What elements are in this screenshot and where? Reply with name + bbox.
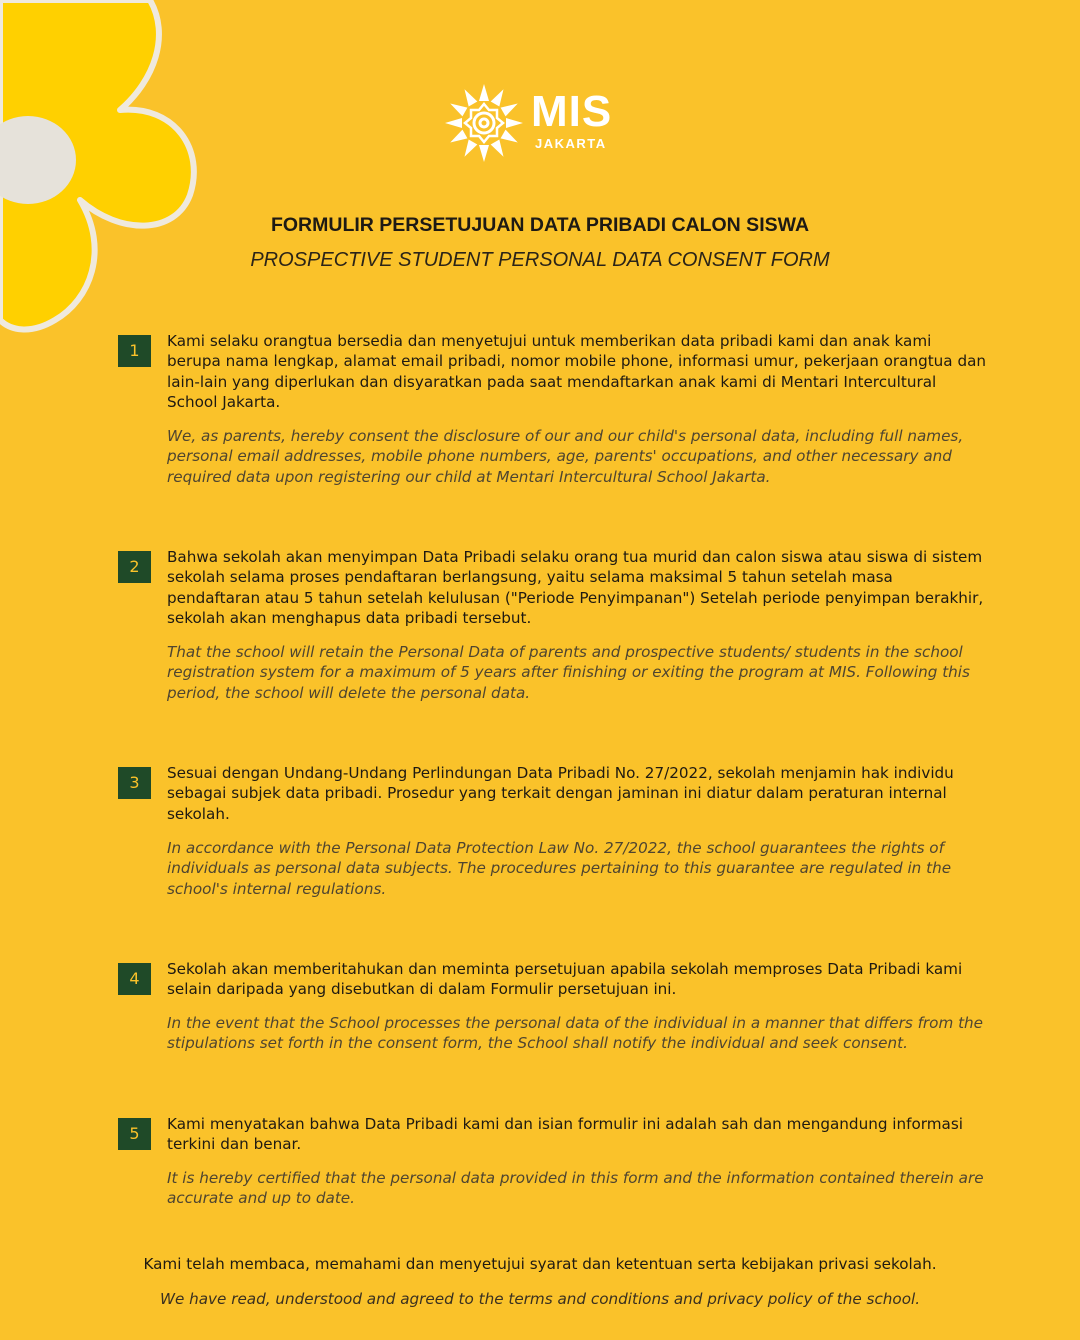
item-number-badge: 3 <box>118 767 151 799</box>
agreement-statement-en: We have read, understood and agreed to the terms and conditions and privacy policy of the school. <box>159 1290 921 1308</box>
item-text-en: We, as parents, hereby consent the disclosure of our and our child's personal data, including full names, personal email addresses, mobile phone numbers, age, parents' occupations, and other necessary and required data upon registering our child at Mentari Intercultural School Jakarta. <box>167 427 964 486</box>
item-number-badge: 1 <box>118 335 151 367</box>
page-subtitle: PROSPECTIVE STUDENT PERSONAL DATA CONSENT FORM <box>250 249 830 271</box>
item-text-id: Kami menyatakan bahwa Data Pribadi kami dan isian formulir ini adalah sah dan mengandung informasi terkini dan benar. <box>167 1115 963 1154</box>
item-number-badge: 4 <box>118 963 151 995</box>
item-text-en: In accordance with the Personal Data Protection Law No. 27/2022, the school guarantees the rights of individuals as personal data subjects. The procedures pertaining to this guarantee are regulated in the school's internal regulations. <box>167 839 952 898</box>
flower-decoration <box>0 0 210 345</box>
item-text-id: Bahwa sekolah akan menyimpan Data Pribadi selaku orang tua murid dan calon siswa atau siswa di sistem sekolah selama proses pendaftaran berlangsung, yaitu selama maksimal 5 tahun setelah masa pendaftaran atau 5 tahun setelah kelulusan ("Periode Penyimpanan") Setelah periode penyimpan berakhir, sekolah akan menghapus data pribadi tersebut. <box>167 548 984 627</box>
mis-logo <box>443 80 623 166</box>
page-title: FORMULIR PERSETUJUAN DATA PRIBADI CALON SISWA <box>270 214 810 236</box>
item-text-en: It is hereby certified that the personal data provided in this form and the information contained therein are accurate and up to date. <box>167 1169 984 1208</box>
item-text-en: In the event that the School processes the personal data of the individual in a manner that differs from the stipulations set forth in the consent form, the School shall notify the individual and seek consent. <box>167 1014 983 1053</box>
agreement-statement-id: Kami telah membaca, memahami dan menyetujui syarat dan ketentuan serta kebijakan privasi sekolah. <box>143 1255 937 1273</box>
logo-city: JAKARTA <box>535 136 607 151</box>
logo-wordmark: MIS <box>531 87 613 136</box>
item-number-badge: 5 <box>118 1118 151 1150</box>
sun-icon <box>443 82 525 164</box>
item-text-id: Kami selaku orangtua bersedia dan menyetujui untuk memberikan data pribadi kami dan anak kami berupa nama lengkap, alamat email pribadi, nomor mobile phone, informasi umur, pekerjaan orangtua dan lain-lain yang diperlukan dan disyaratkan pada saat mendaftarkan anak kami di Mentari Intercultural School Jakarta. <box>167 332 987 411</box>
item-text-id: Sesuai dengan Undang-Undang Perlindungan Data Pribadi No. 27/2022, sekolah menjamin hak individu sebagai subjek data pribadi. Prosedur yang terkait dengan jaminan ini diatur dalam peraturan internal sekolah. <box>167 764 954 823</box>
item-text-en: That the school will retain the Personal Data of parents and prospective students/ students in the school registration system for a maximum of 5 years after finishing or exiting the program at MIS. Following this period, the school will delete the personal data. <box>167 643 970 702</box>
item-number-badge: 2 <box>118 551 151 583</box>
item-text-id: Sekolah akan memberitahukan dan meminta persetujuan apabila sekolah memproses Data Pribadi kami selain daripada yang disebutkan di dalam Formulir persetujuan ini. <box>167 960 963 999</box>
